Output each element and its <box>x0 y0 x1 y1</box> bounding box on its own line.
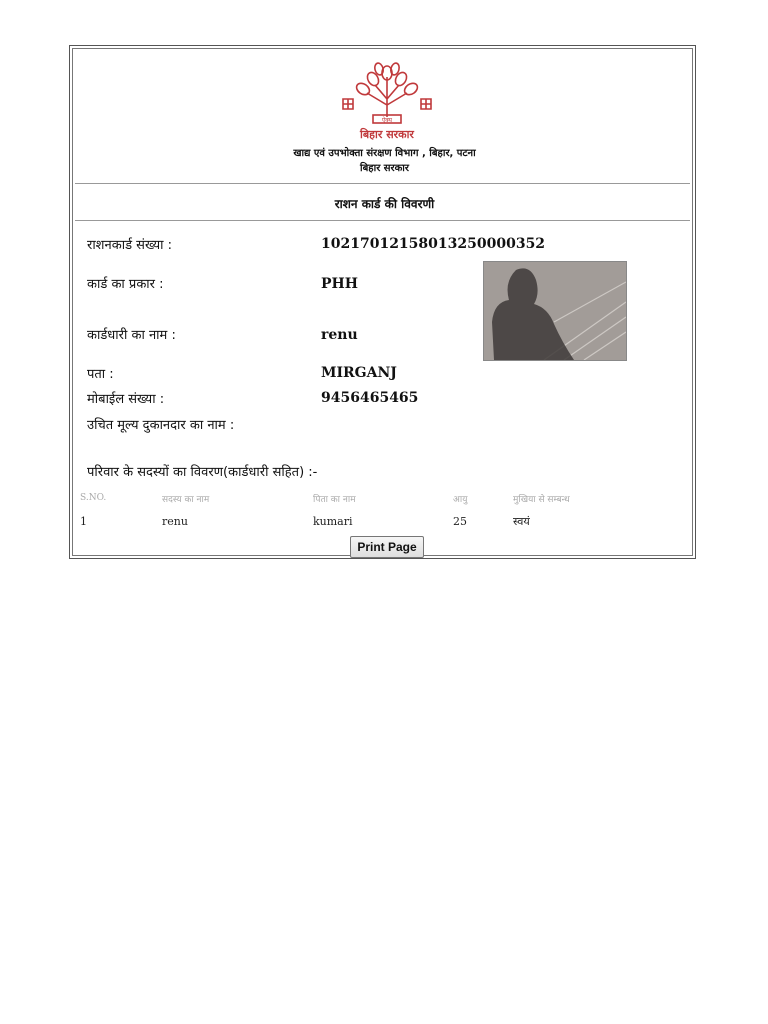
emblem-caption: बिहार सरकार <box>360 128 414 141</box>
col-header-member-name: सदस्य का नाम <box>162 495 210 505</box>
col-header-relation: मुखिया से सम्बन्ध <box>513 495 570 505</box>
card-number-label: राशनकार्ड संख्या : <box>87 238 172 253</box>
emblem-inner-text: ऐक्य <box>381 117 393 124</box>
holder-name-value: renu <box>321 327 358 343</box>
mobile-value: 9456465465 <box>321 390 419 406</box>
section-title: राशन कार्ड की विवरणी <box>334 197 435 211</box>
col-header-age: आयु <box>453 495 468 505</box>
card-number-value: 10217012158013250000352 <box>321 236 546 252</box>
row-1-sno: 1 <box>80 515 87 528</box>
holder-name-label: कार्डधारी का नाम : <box>87 328 176 343</box>
row-1-member-name: renu <box>162 515 188 528</box>
section-divider <box>75 220 690 221</box>
card-type-label: कार्ड का प्रकार : <box>87 277 164 292</box>
address-label: पता : <box>87 367 114 382</box>
print-page-button[interactable]: Print Page <box>350 536 424 558</box>
row-1-relation: स्वयं <box>513 515 530 528</box>
card-type-value: PHH <box>321 276 358 292</box>
government-name: बिहार सरकार <box>360 163 409 174</box>
family-title: परिवार के सदस्यों का विवरण(कार्डधारी सहित) :- <box>87 465 318 480</box>
department-name: खाद्य एवं उपभोक्ता संरक्षण विभाग , बिहार, पटना <box>293 148 476 159</box>
header-divider <box>75 183 690 184</box>
dealer-label: उचित मूल्य दुकानदार का नाम : <box>87 418 235 433</box>
holder-photo-image <box>484 262 626 360</box>
ration-card-panel <box>69 45 696 559</box>
holder-photo <box>483 261 627 361</box>
row-1-father-name: kumari <box>313 515 353 528</box>
ration-card-inner-border <box>72 48 693 556</box>
address-value: MIRGANJ <box>321 365 397 381</box>
col-header-father-name: पिता का नाम <box>313 495 356 505</box>
mobile-label: मोबाईल संख्या : <box>87 392 165 407</box>
bihar-emblem-icon <box>335 59 439 143</box>
row-1-age: 25 <box>453 515 467 528</box>
col-header-sno: S.NO. <box>80 493 107 503</box>
